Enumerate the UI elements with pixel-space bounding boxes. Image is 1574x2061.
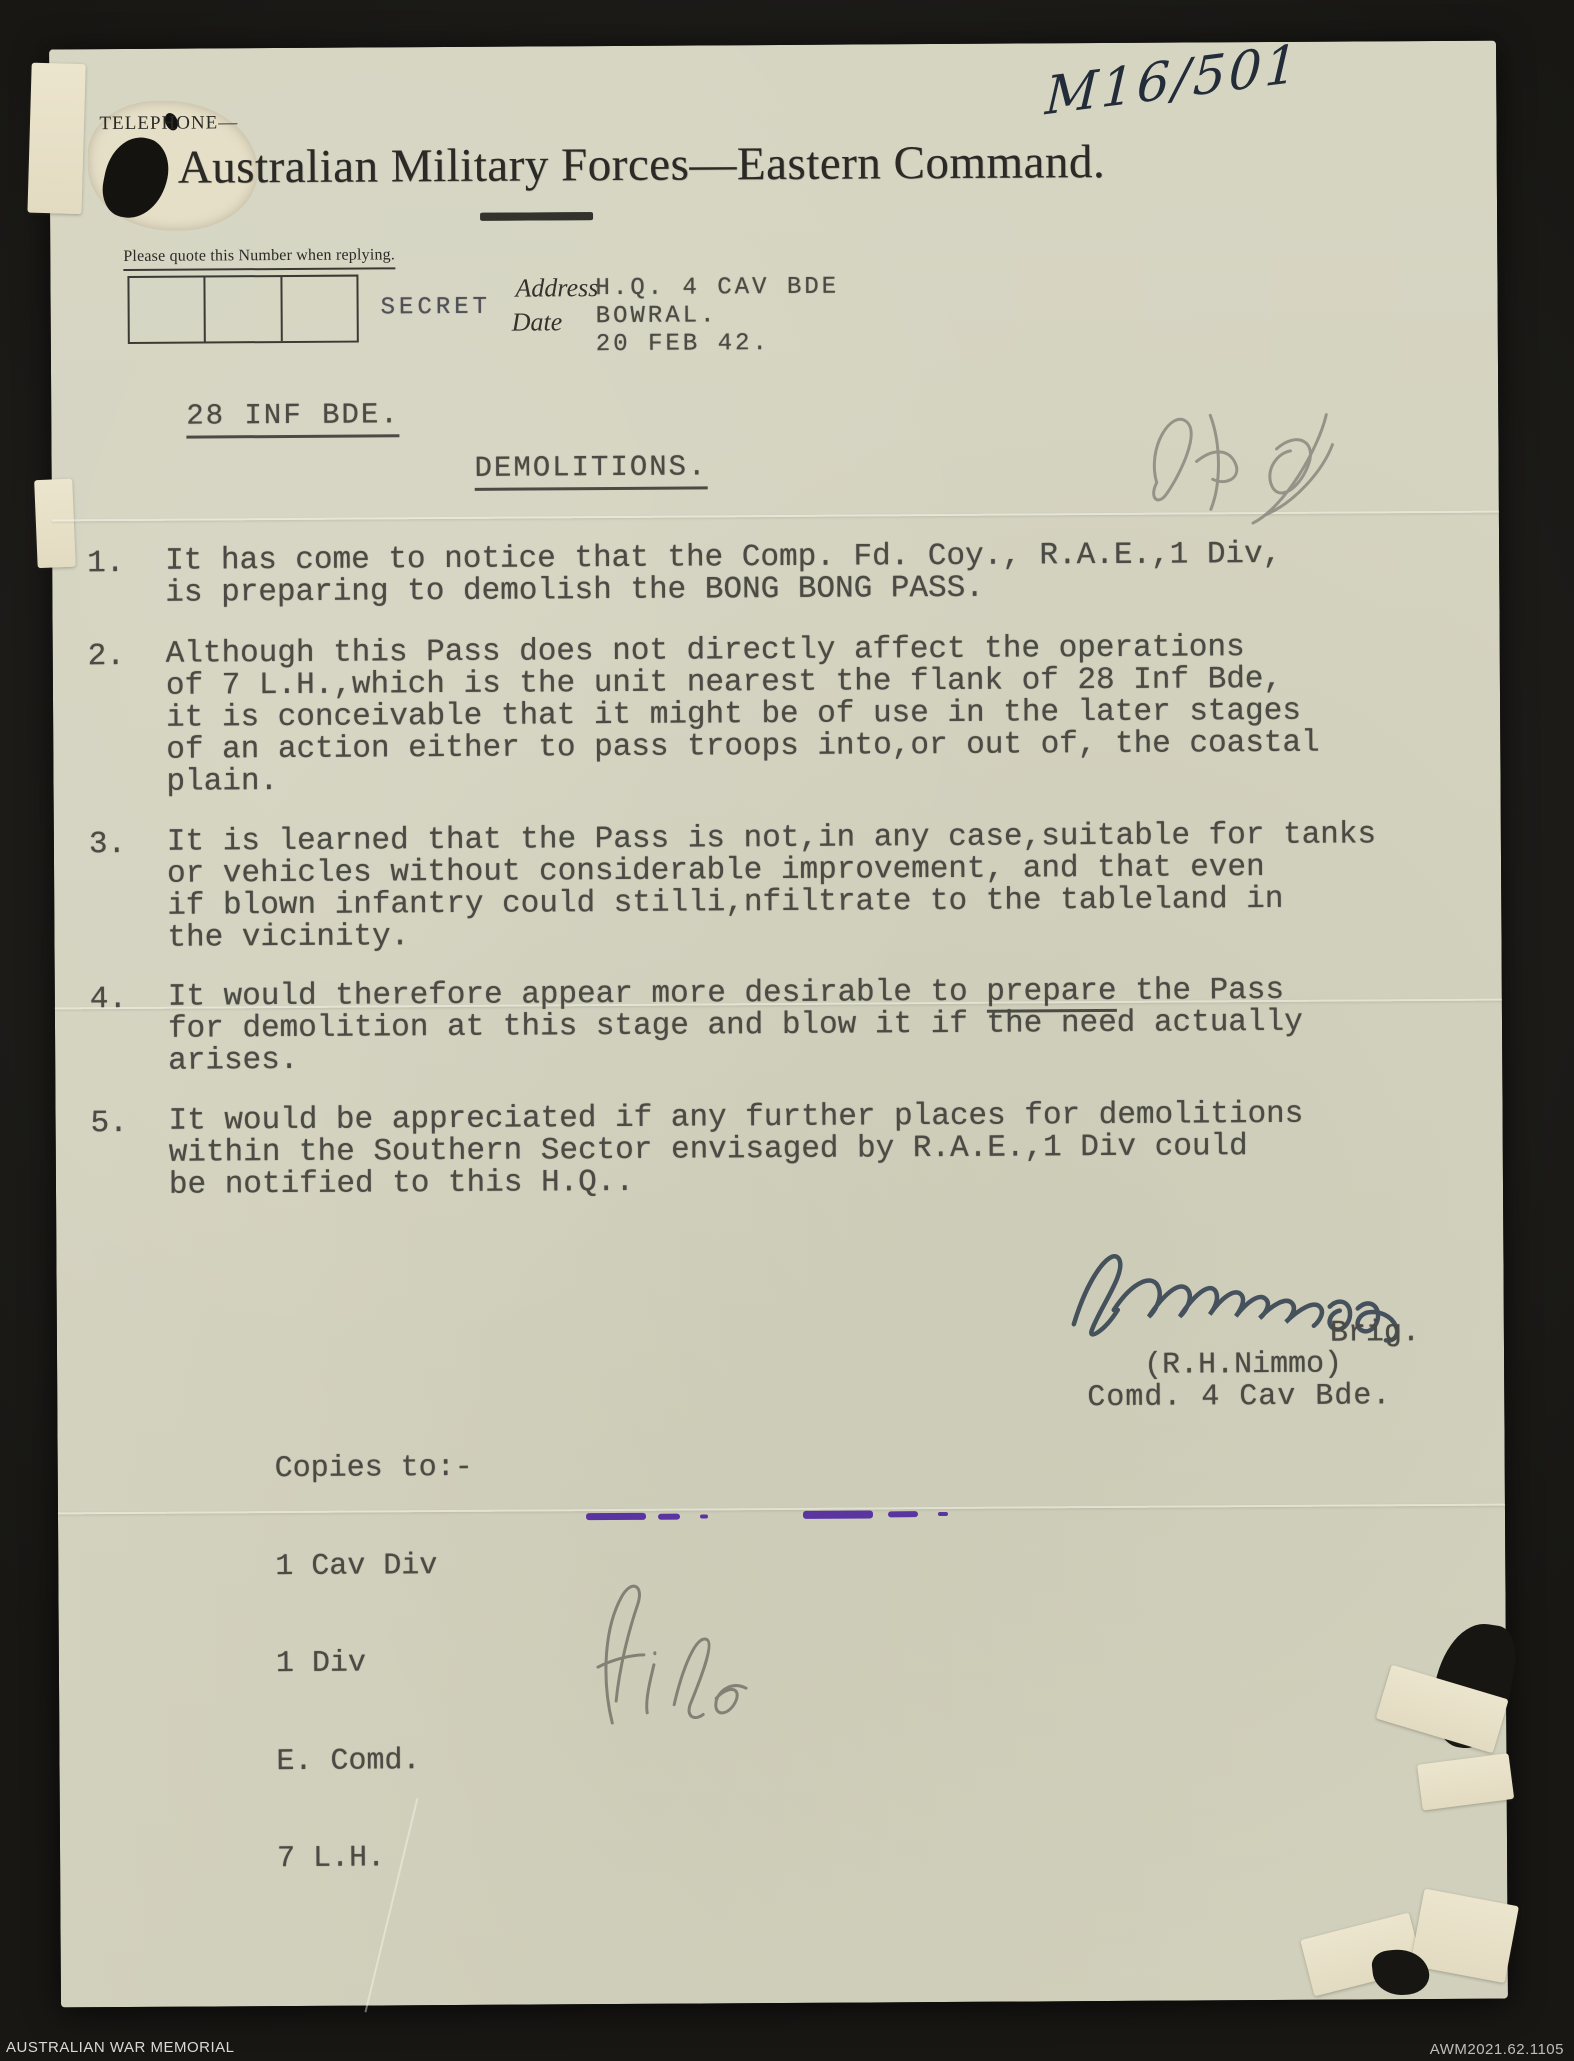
purple-ink-mark xyxy=(700,1514,708,1518)
telephone-label: TELEPHONE— xyxy=(99,112,239,135)
paragraph xyxy=(89,819,1450,955)
date-value: 20 FEB 42. xyxy=(595,330,770,359)
archive-caption-left: AUSTRALIAN WAR MEMORIAL xyxy=(6,2039,235,2056)
paragraph-number: 3. xyxy=(88,826,127,863)
pencil-file-note xyxy=(573,1570,764,1736)
pencil-initials-scribble xyxy=(1126,387,1342,548)
typed-line: for demolition at this stage and blow it if the need actually xyxy=(167,1004,1303,1047)
typed-line: of 7 L.H.,which is the unit nearest the flank of 28 Inf Bde, xyxy=(165,661,1283,704)
typed-line: arises. xyxy=(168,1042,299,1079)
paragraph-number: 1. xyxy=(87,545,125,582)
distribution-item: 7 L.H. xyxy=(276,1841,386,1877)
archive-caption-right: AWM2021.62.1105 xyxy=(1429,2041,1564,2058)
distribution-item: 1 Div xyxy=(275,1646,367,1682)
letterhead-title: Australian Military Forces—Eastern Command. xyxy=(177,135,1106,194)
typed-line: within the Southern Sector envisaged by R.A.E.,1 Div could xyxy=(168,1129,1248,1171)
tape-fragment xyxy=(34,479,76,568)
date-label: Date xyxy=(511,307,563,337)
signatory-position: Comd. 4 Cav Bde. xyxy=(1087,1379,1392,1416)
tape-fragment xyxy=(27,63,85,214)
typed-line: be notified to this H.Q.. xyxy=(168,1164,635,1203)
quote-number-instruction: Please quote this Number when replying. xyxy=(123,246,395,271)
paragraph-number: 4. xyxy=(89,981,128,1018)
document-page xyxy=(49,33,1508,2008)
reference-number-cell xyxy=(129,277,206,341)
typed-line: Although this Pass does not directly affect the operations xyxy=(165,630,1245,672)
reference-number-cell xyxy=(282,277,357,341)
purple-ink-mark xyxy=(803,1510,873,1518)
typed-line: is preparing to demolish the BONG BONG PASS. xyxy=(165,570,984,611)
paragraph-number: 2. xyxy=(87,638,126,675)
handwritten-file-reference: M16/501 xyxy=(1043,33,1302,128)
tape-fragment xyxy=(1417,1753,1514,1810)
typed-text: It would therefore appear more desirable to xyxy=(167,974,987,1015)
signatory-name: (R.H.Nimmo) xyxy=(1143,1347,1343,1383)
paragraph xyxy=(90,974,1451,1078)
typed-line: It has come to notice that the Comp. Fd. Coy., R.A.E.,1 Div, xyxy=(165,536,1282,579)
paragraph-number: 5. xyxy=(90,1105,128,1142)
reference-number-cell xyxy=(206,277,283,341)
reference-number-box xyxy=(127,275,358,344)
typed-text: the Pass xyxy=(1116,972,1285,1009)
purple-ink-mark xyxy=(938,1512,948,1516)
signatory-rank: Brig. xyxy=(1329,1316,1421,1351)
address-line: H.Q. 4 CAV BDE xyxy=(595,273,840,303)
purple-ink-mark xyxy=(586,1513,646,1520)
recipient-heading: 28 INF BDE. xyxy=(186,398,400,438)
distribution-label: Copies to:- xyxy=(274,1450,473,1487)
classification-stamp: SECRET xyxy=(380,293,492,322)
typed-line: of an action either to pass troops into,or out of, the coastal xyxy=(166,725,1320,768)
distribution-list xyxy=(274,1387,475,1941)
letterhead-underline xyxy=(480,212,592,221)
paragraph xyxy=(87,538,1447,610)
typed-line: or vehicles without considerable improvement, and that even xyxy=(166,850,1265,892)
typed-line: It would be appreciated if any further places for demolitions xyxy=(168,1096,1304,1139)
purple-ink-mark xyxy=(888,1511,918,1517)
typed-line: it is conceivable that it might be of use in the later stages xyxy=(166,693,1302,736)
typed-line: if blown infantry could stilli,nfiltrate to the tableland in xyxy=(167,881,1284,924)
address-line: BOWRAL. xyxy=(595,302,718,331)
paragraph xyxy=(88,631,1449,799)
purple-ink-mark xyxy=(658,1514,680,1520)
typed-line: the vicinity. xyxy=(167,919,410,956)
paragraph xyxy=(90,1098,1451,1202)
typed-line: It is learned that the Pass is not,in any case,suitable for tanks xyxy=(166,817,1377,860)
address-label: Address xyxy=(515,273,599,303)
subject-heading: DEMOLITIONS. xyxy=(474,450,707,490)
distribution-item: 1 Cav Div xyxy=(275,1548,438,1584)
typed-line: plain. xyxy=(166,764,279,800)
distribution-item: E. Comd. xyxy=(276,1743,421,1779)
underlined-word: prepare xyxy=(986,974,1116,1013)
